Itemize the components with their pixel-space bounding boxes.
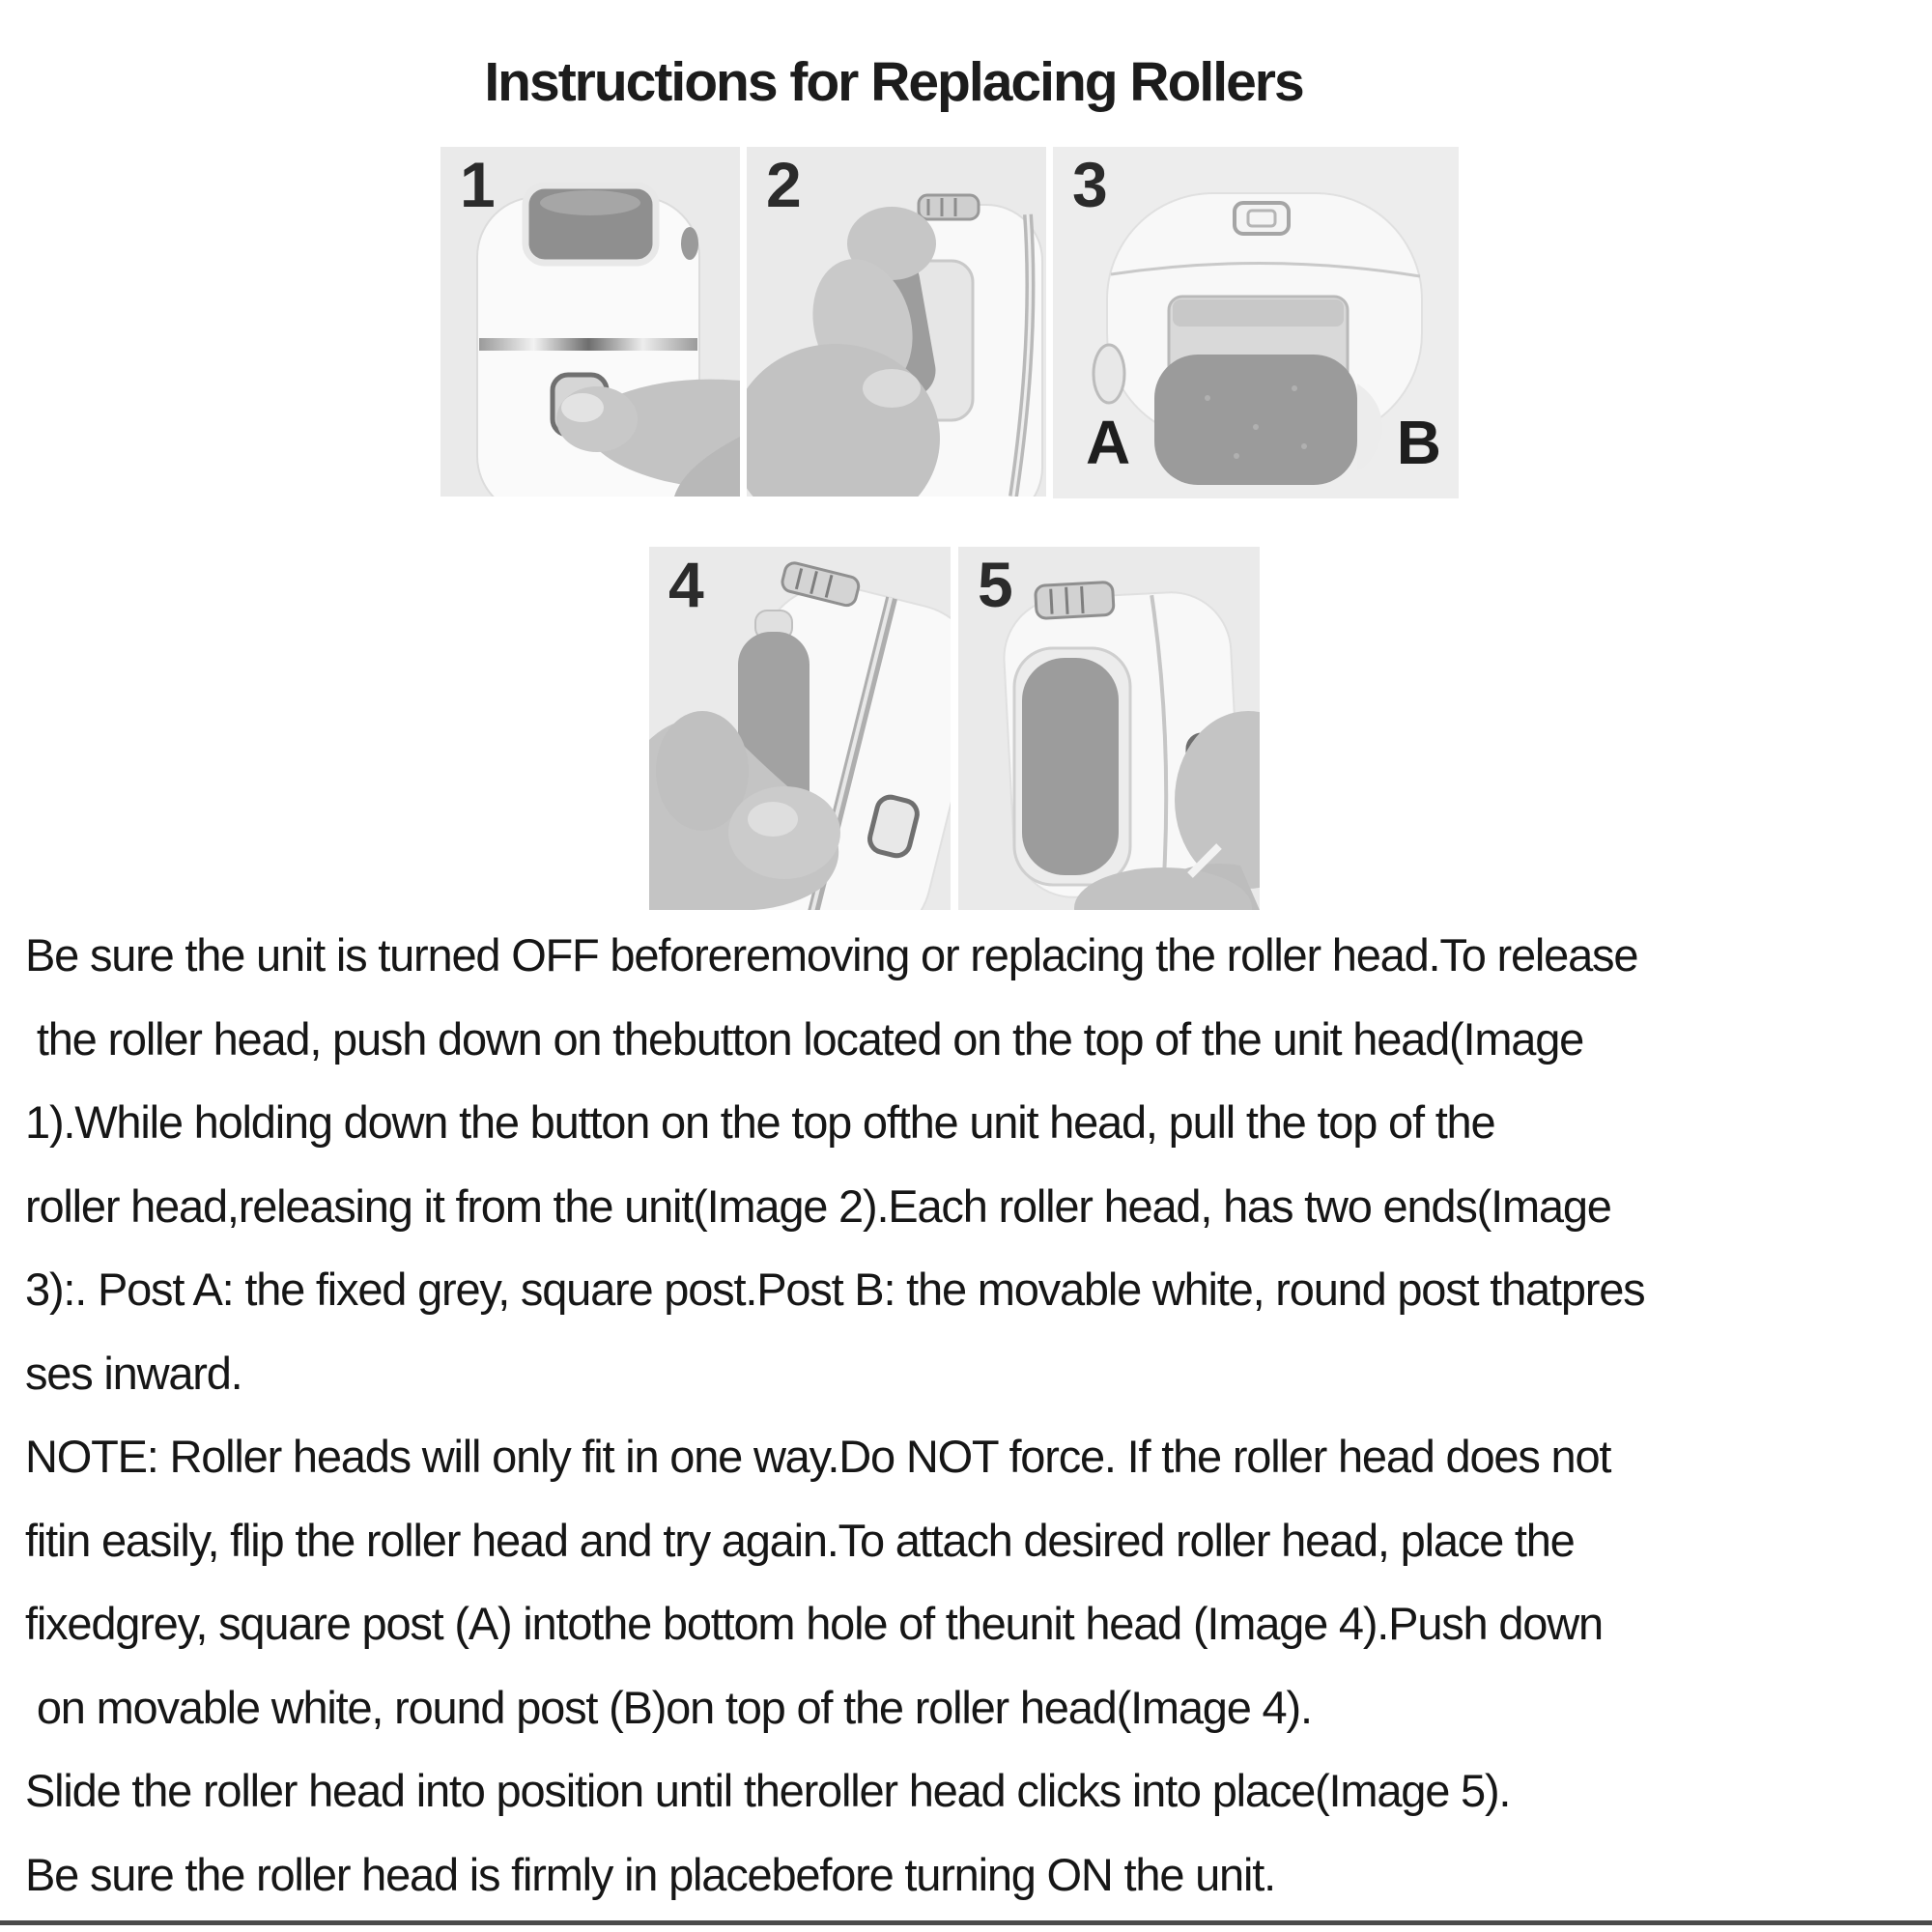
text-line: Be sure the unit is turned OFF beforeremoving or replacing the roller head.To release	[25, 929, 1638, 980]
chrome-stripe	[479, 338, 697, 351]
text-line: 3):. Post A: the fixed grey, square post.Post B: the movable white, round post thatpres	[25, 1264, 1645, 1315]
roller-texture	[1301, 443, 1307, 449]
recess-shadow	[1173, 299, 1344, 327]
fingertip	[556, 386, 638, 452]
fingernail	[863, 369, 921, 408]
top-clear-button	[919, 195, 979, 219]
text-line: NOTE: Roller heads will only fit in one way.Do NOT force. If the roller head does not	[25, 1431, 1611, 1482]
figure-4-number: 4	[668, 549, 704, 620]
figure-2-pull-roller-photo	[747, 147, 1046, 497]
figure-2-number: 2	[766, 149, 802, 220]
figure-4-insert-roller-photo	[649, 547, 951, 910]
post-b-label: B	[1396, 408, 1441, 477]
thumbnail	[748, 802, 798, 837]
roller-texture	[1253, 424, 1259, 430]
roller	[1022, 658, 1119, 875]
top-button	[1235, 203, 1289, 234]
text-line: the roller head, push down on thebutton located on the top of the unit head(Image	[25, 1012, 1584, 1065]
figure-5-number: 5	[978, 549, 1013, 620]
side-detail	[681, 227, 698, 260]
figure-3-number: 3	[1072, 149, 1108, 220]
roller-top	[540, 190, 640, 215]
roller-texture	[1292, 385, 1297, 391]
clear-ribbed-button	[1036, 582, 1115, 618]
fingernail	[561, 393, 604, 422]
roller-texture	[1234, 453, 1239, 459]
page-title: Instructions for Replacing Rollers	[484, 51, 1303, 113]
figure-5-roller-in-place-photo	[958, 547, 1260, 910]
post-a-pin	[1094, 345, 1124, 403]
text-line: roller head,releasing it from the unit(Image 2).Each roller head, has two ends(Image	[25, 1179, 1611, 1232]
bottom-divider	[0, 1920, 1932, 1925]
instruction-text	[25, 914, 1918, 1917]
text-line: fixedgrey, square post (A) intothe bottom hole of theunit head (Image 4).Push down	[25, 1598, 1603, 1649]
text-line: 1).While holding down the button on the top ofthe unit head, pull the top of the	[25, 1096, 1495, 1148]
figure-1-press-button-photo	[440, 147, 740, 497]
text-line: on movable white, round post (B)on top of the roller head(Image 4).	[25, 1681, 1312, 1733]
figure-1-number: 1	[460, 149, 496, 220]
figure-3-roller-ends-photo	[1053, 147, 1459, 498]
post-a-label: A	[1086, 408, 1131, 477]
roller	[1154, 355, 1357, 485]
roller-texture	[1205, 395, 1210, 401]
text-line: ses inward.	[25, 1347, 242, 1399]
text-line: fitin easily, flip the roller head and try again.To attach desired roller head, place the	[25, 1514, 1575, 1566]
text-line: Be sure the roller head is firmly in placebefore turning ON the unit.	[25, 1848, 1275, 1900]
text-line: Slide the roller head into position until theroller head clicks into place(Image 5).	[25, 1765, 1511, 1816]
